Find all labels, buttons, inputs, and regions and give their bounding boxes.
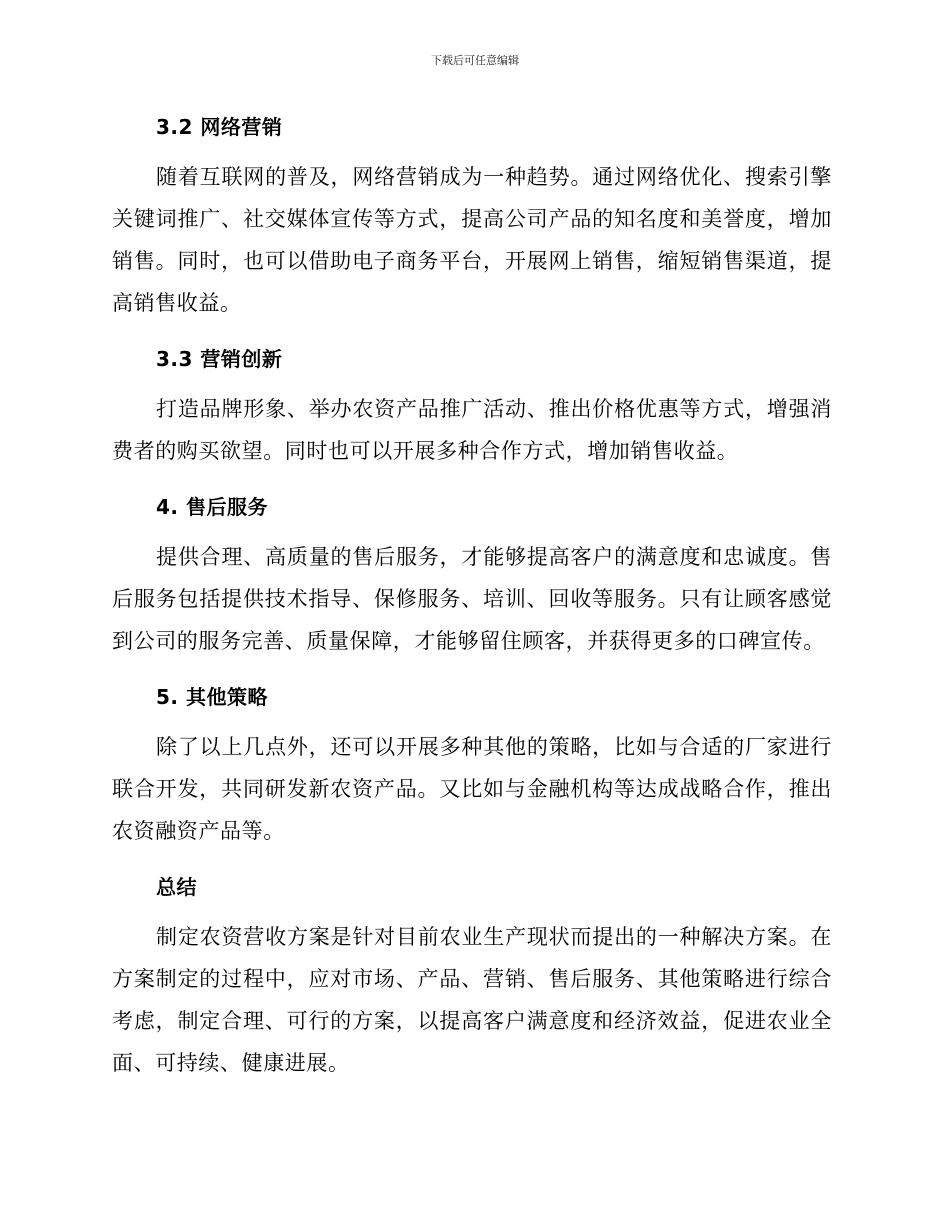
section-paragraph: 提供合理、高质量的售后服务，才能够提高客户的满意度和忠诚度。售后服务包括提供技术指导、保修服务、培训、回收等服务。只有让顾客感觉到公司的服务完善、质量保障，才能够留住顾客，并获得更多的口碑宣传。 <box>112 545 832 653</box>
section-heading: 3.3 营销创新 <box>156 347 283 371</box>
section-network-marketing <box>112 110 832 324</box>
document-body <box>112 110 832 1102</box>
section-paragraph: 随着互联网的普及，网络营销成为一种趋势。通过网络优化、搜索引擎关键词推广、社交媒体宣传等方式，提高公司产品的知名度和美誉度，增加销售。同时，也可以借助电子商务平台，开展网上销售，缩短销售渠道，提高销售收益。 <box>112 165 832 315</box>
section-heading: 5. 其他策略 <box>156 685 268 709</box>
page-header: 下载后可任意编辑 <box>431 54 519 67</box>
section-paragraph: 除了以上几点外，还可以开展多种其他的策略，比如与合适的厂家进行联合开发，共同研发新农资产品。又比如与金融机构等达成战略合作，推出农资融资产品等。 <box>112 735 832 843</box>
section-heading: 3.2 网络营销 <box>156 115 283 139</box>
section-other-strategies <box>112 680 832 852</box>
section-heading: 4. 售后服务 <box>156 495 268 519</box>
section-paragraph: 打造品牌形象、举办农资产品推广活动、推出价格优惠等方式，增强消费者的购买欲望。同时也可以开展多种合作方式，增加销售收益。 <box>112 397 832 463</box>
section-heading: 总结 <box>156 875 197 899</box>
section-summary <box>112 870 832 1084</box>
section-paragraph: 制定农资营收方案是针对目前农业生产现状而提出的一种解决方案。在方案制定的过程中，应对市场、产品、营销、售后服务、其他策略进行综合考虑，制定合理、可行的方案，以提高客户满意度和经济效益，促进农业全面、可持续、健康进展。 <box>112 925 832 1075</box>
section-marketing-innovation <box>112 342 832 472</box>
section-after-sales-service <box>112 490 832 662</box>
